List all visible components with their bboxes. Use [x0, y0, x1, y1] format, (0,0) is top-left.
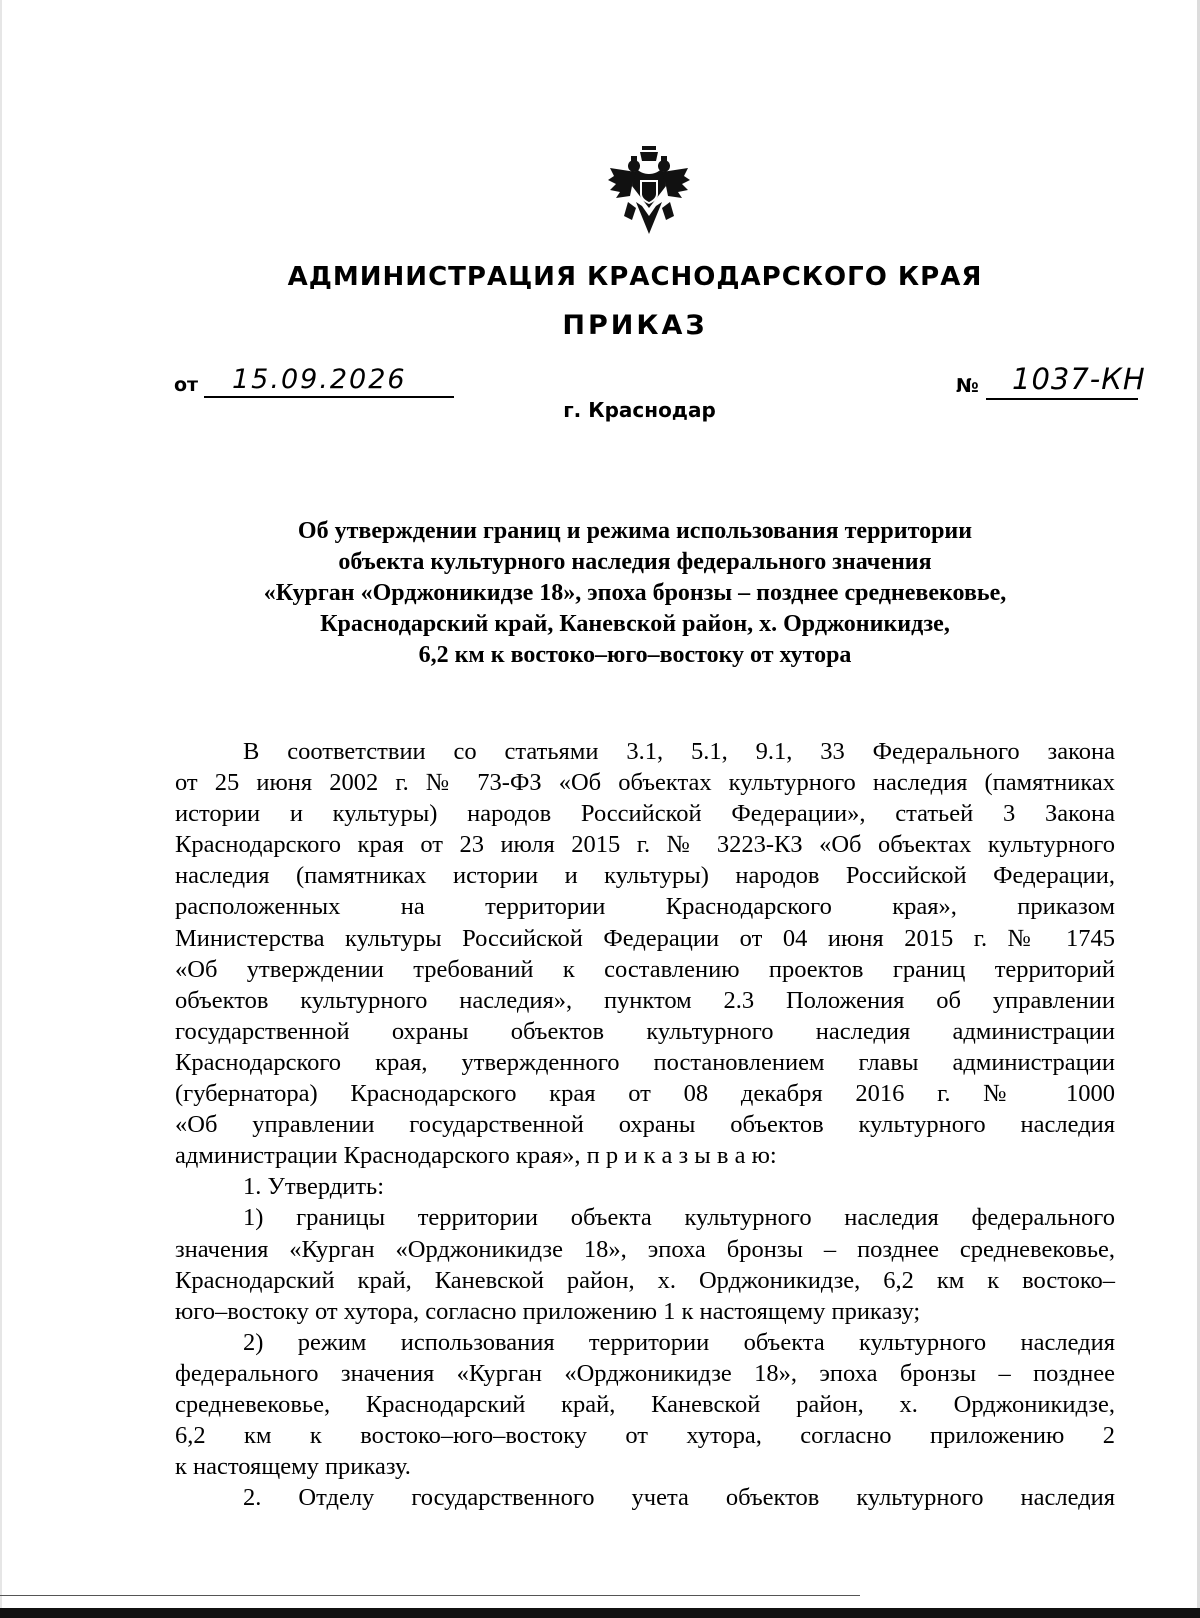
date-prefix: от — [174, 374, 199, 396]
body-line: федерального значения «Курган «Орджоникидзе 18», эпоха бронзы – позднее — [175, 1359, 1115, 1387]
scan-line-bottom — [0, 1595, 860, 1596]
title-line: Краснодарский край, Каневской район, х. Орджоникидзе, — [320, 611, 950, 637]
body-line: 6,2 км к востоко–юго–востоку от хутора, согласно приложению 2 — [175, 1422, 1115, 1450]
body-line: «Об управлении государственной охраны объектов культурного наследия — [175, 1111, 1115, 1139]
organization-name: АДМИНИСТРАЦИЯ КРАСНОДАРСКОГО КРАЯ — [287, 262, 983, 292]
body-line: истории и культуры) народов Российской Федерации», статьей 3 Закона — [175, 800, 1115, 828]
number-prefix: № — [956, 375, 979, 397]
body-line: от 25 июня 2002 г. № 73-ФЗ «Об объектах культурного наследия (памятниках — [175, 769, 1115, 797]
body-line: 2) режим использования территории объекта культурного наследия — [243, 1328, 1115, 1356]
title-line: 6,2 км к востоко–юго–востоку от хутора — [418, 642, 852, 668]
body-line: юго–востоку от хутора, согласно приложению 1 к настоящему приказу; — [175, 1297, 921, 1325]
title-line: «Курган «Орджоникидзе 18», эпоха бронзы – позднее средневековье, — [263, 580, 1007, 606]
body-line: Краснодарский край, Каневской район, х. Орджоникидзе, 6,2 км к востоко– — [175, 1266, 1115, 1294]
handwritten-number: 1037-КН — [1012, 362, 1146, 396]
body-line: Краснодарского края, утвержденного постановлением главы администрации — [175, 1048, 1115, 1076]
body-line: «Об утверждении требований к составлению проектов границ территорий — [175, 955, 1115, 983]
body-line: В соответствии со статьями 3.1, 5.1, 9.1, 33 Федерального закона — [243, 738, 1115, 765]
body-line: к настоящему приказу. — [175, 1453, 411, 1481]
body-line: значения «Курган «Орджоникидзе 18», эпоха бронзы – позднее средневековье, — [175, 1235, 1115, 1263]
body-line: 2. Отделу государственного учета объектов культурного наследия — [243, 1484, 1115, 1512]
title-line: объекта культурного наследия федерального значения — [338, 549, 932, 575]
document-type: ПРИКАЗ — [562, 310, 708, 341]
body-line: (губернатора) Краснодарского края от 08 декабря 2016 г. № 1000 — [175, 1080, 1115, 1108]
body-line: государственной охраны объектов культурного наследия администрации — [175, 1017, 1115, 1045]
body-line: 1. Утвердить: — [243, 1173, 385, 1201]
handwritten-date: 15.09.2026 — [232, 364, 407, 395]
body-line: Краснодарского края от 23 июля 2015 г. № 3223-КЗ «Об объектах культурного — [175, 831, 1115, 859]
body-line: Министерства культуры Российской Федерации от 04 июня 2015 г. № 1745 — [175, 924, 1115, 952]
body-line: администрации Краснодарского края», п р и к а з ы в а ю: — [175, 1142, 777, 1170]
document-title — [170, 516, 1100, 671]
document-body — [175, 736, 1115, 1513]
city: г. Краснодар — [563, 398, 716, 422]
body-line: средневековье, Краснодарский край, Каневской район, х. Орджоникидзе, — [175, 1390, 1115, 1418]
title-line: Об утверждении границ и режима использования территории — [297, 518, 973, 544]
body-line: наследия (памятниках истории и культуры) народов Российской Федерации, — [175, 862, 1115, 890]
scan-bar-bottom — [0, 1608, 1200, 1618]
coat-of-arms-icon — [606, 146, 692, 238]
body-line: 1) границы территории объекта культурного наследия федерального — [243, 1204, 1115, 1232]
body-line: объектов культурного наследия», пунктом 2.3 Положения об управлении — [175, 986, 1115, 1014]
scan-edge-left — [0, 0, 2, 1618]
body-line: расположенных на территории Краснодарского края», приказом — [175, 893, 1115, 921]
